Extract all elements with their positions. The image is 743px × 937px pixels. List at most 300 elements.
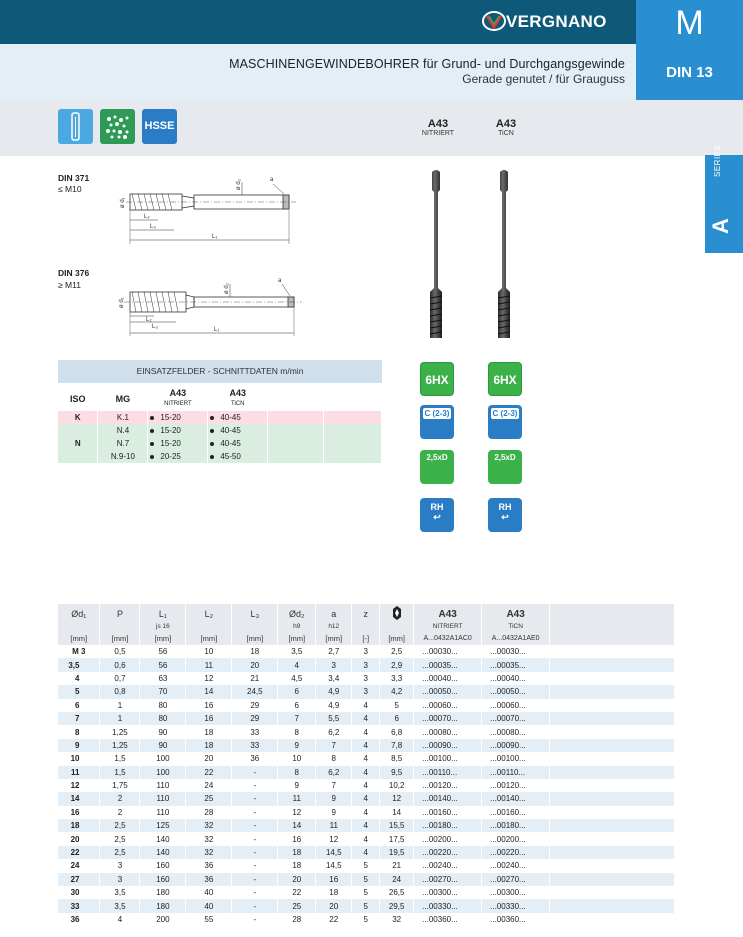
table-cell: 5	[352, 873, 380, 886]
column-coating: NITRIERT	[421, 130, 455, 137]
table-cell: ...00040...	[482, 672, 550, 685]
table-cell: 32	[186, 832, 232, 845]
table-cell: 55	[186, 913, 232, 926]
header-unit: A...0432A1AC0	[414, 631, 482, 645]
table-cell: 56	[140, 658, 186, 671]
col-l1-header: L₁	[140, 604, 186, 622]
table-cell: ...00200...	[414, 832, 482, 845]
din371-drawing	[118, 170, 308, 250]
header-unit: [mm]	[316, 631, 352, 645]
table-cell: ...00050...	[414, 685, 482, 698]
table-cell: 2	[100, 806, 140, 819]
table-cell: 1	[100, 699, 140, 712]
table-cell: 180	[140, 886, 186, 899]
table-cell: 110	[140, 792, 186, 805]
column-name: A43	[427, 118, 449, 130]
table-cell: ...00140...	[482, 792, 550, 805]
table-cell: 11	[278, 792, 316, 805]
table-cell: 22	[186, 766, 232, 779]
tap-nitriert-image	[424, 168, 448, 343]
header-sub	[58, 622, 100, 631]
table-cell: 4	[352, 779, 380, 792]
table-cell: 4	[352, 739, 380, 752]
table-cell: 3	[316, 658, 352, 671]
drawing-standard: DIN 371	[58, 173, 90, 183]
dot-icon	[210, 429, 214, 433]
table-cell: 9,5	[380, 766, 414, 779]
application-heading: EINSATZFELDER - SCHNITTDATEN m/min	[58, 360, 382, 383]
table-cell: 4	[352, 806, 380, 819]
table-cell: ...00035...	[482, 658, 550, 671]
table-cell: M 3	[58, 645, 100, 658]
table-cell: 16	[186, 699, 232, 712]
table-cell: 36	[232, 752, 278, 765]
table-row	[58, 672, 675, 685]
table-cell: 12	[186, 672, 232, 685]
chamfer-badge	[488, 405, 522, 439]
table-cell: ...00110...	[482, 766, 550, 779]
table-row	[58, 819, 675, 832]
table-cell: -	[232, 819, 278, 832]
table-cell: 4,2	[380, 685, 414, 698]
table-cell: 0,5	[100, 645, 140, 658]
tap-ticn-image	[492, 168, 516, 343]
table-cell: 4	[352, 819, 380, 832]
table-row	[58, 832, 675, 845]
speed-cell	[148, 437, 208, 450]
table-subheader-row	[58, 622, 675, 631]
table-cell: 140	[140, 832, 186, 845]
table-cell: 18	[186, 739, 232, 752]
table-cell: 125	[140, 819, 186, 832]
header-unit: [mm]	[278, 631, 316, 645]
speed-cell	[148, 424, 208, 437]
col-a-header: a	[316, 604, 352, 622]
category-letter: M	[675, 4, 704, 42]
table-cell: 140	[140, 846, 186, 859]
table-cell: 160	[140, 873, 186, 886]
table-cell: 4	[352, 766, 380, 779]
rotation-label: RH	[430, 502, 444, 512]
d2-label: ø d₂	[236, 179, 242, 190]
table-cell: ...00330...	[482, 899, 550, 912]
table-cell: 100	[140, 766, 186, 779]
a-label: a	[278, 278, 282, 284]
table-cell: 200	[140, 913, 186, 926]
table-cell: 4	[352, 699, 380, 712]
table-header-row	[58, 604, 675, 622]
table-cell: ...00060...	[414, 699, 482, 712]
chamfer-label: C (2-3)	[492, 409, 518, 418]
speed-cell	[208, 411, 268, 424]
table-cell: 3	[100, 859, 140, 872]
header-unit: [mm]	[232, 631, 278, 645]
header-sub: TiCN	[482, 622, 550, 631]
depth-label: 2,5xD	[426, 453, 448, 462]
table-cell: 30	[58, 886, 100, 899]
l2-label: L₂	[146, 317, 152, 323]
table-cell: 18	[186, 725, 232, 738]
table-cell: 3,5	[100, 899, 140, 912]
table-cell: 18	[278, 859, 316, 872]
table-cell: 18	[316, 886, 352, 899]
table-cell: -	[232, 792, 278, 805]
table-cell: 28	[186, 806, 232, 819]
header-sub: js 16	[140, 622, 186, 631]
table-cell: 10,2	[380, 779, 414, 792]
speed-value: 15-20	[160, 413, 181, 422]
series-letter: A	[707, 218, 733, 234]
table-cell: ...00100...	[414, 752, 482, 765]
table-cell: 10	[278, 752, 316, 765]
table-cell: 14	[380, 806, 414, 819]
table-cell: 4	[352, 792, 380, 805]
table-cell: ...00070...	[414, 712, 482, 725]
table-cell: -	[232, 886, 278, 899]
table-cell: 32	[380, 913, 414, 926]
table-cell: 36	[186, 859, 232, 872]
table-cell: 6,2	[316, 766, 352, 779]
table-cell: 5	[352, 886, 380, 899]
col-p-header: P	[100, 604, 140, 622]
table-cell: 16	[58, 806, 100, 819]
column-name: A43	[495, 118, 517, 130]
table-cell: 3	[352, 672, 380, 685]
header-sub: h9	[278, 622, 316, 631]
table-cell: ...00270...	[414, 873, 482, 886]
table-cell: 20	[186, 752, 232, 765]
drawing-standard: DIN 376	[58, 268, 90, 278]
depth-label: 2,5xD	[494, 453, 516, 462]
table-cell: 24,5	[232, 685, 278, 698]
header-unit: [mm]	[140, 631, 186, 645]
table-cell: 90	[140, 725, 186, 738]
table-cell: ...00160...	[414, 806, 482, 819]
table-cell: 6	[278, 699, 316, 712]
table-cell: 25	[186, 792, 232, 805]
column-header-nitriert	[408, 118, 468, 137]
table-cell: ...00300...	[482, 886, 550, 899]
header-sub: h12	[316, 622, 352, 631]
speed-cell	[208, 450, 268, 463]
table-cell: 9	[278, 739, 316, 752]
table-cell: 10	[58, 752, 100, 765]
table-unit-row	[58, 631, 675, 645]
page-subtitle: Gerade genutet / für Grauguss	[462, 72, 625, 86]
table-cell: 8	[278, 766, 316, 779]
table-row	[58, 645, 675, 658]
table-cell: 2,5	[380, 645, 414, 658]
header-unit: [mm]	[380, 631, 414, 645]
table-cell: ...00240...	[414, 859, 482, 872]
table-cell: 7	[316, 739, 352, 752]
iso-header: ISO	[58, 387, 98, 411]
table-row	[58, 712, 675, 725]
speed-value: 40-45	[220, 439, 241, 448]
table-cell: 4,5	[278, 672, 316, 685]
application-row	[58, 424, 382, 437]
series-tab	[705, 144, 743, 253]
l2-label: L₂	[144, 214, 150, 220]
table-cell: 80	[140, 712, 186, 725]
iso-cell	[58, 424, 98, 437]
header-unit: [mm]	[186, 631, 232, 645]
c1-header	[148, 387, 208, 411]
table-cell: 12	[380, 792, 414, 805]
table-row	[58, 752, 675, 765]
table-cell: 27	[58, 873, 100, 886]
table-cell: 6,2	[316, 725, 352, 738]
table-cell: 8	[58, 725, 100, 738]
table-cell: 19,5	[380, 846, 414, 859]
header-sub	[232, 622, 278, 631]
table-cell: 63	[140, 672, 186, 685]
table-row	[58, 699, 675, 712]
speed-cell	[208, 437, 268, 450]
table-row	[58, 886, 675, 899]
table-cell: ...00240...	[482, 859, 550, 872]
c2-name: A43	[229, 388, 247, 398]
table-cell: 8	[278, 725, 316, 738]
right-hand-arrow-icon: ↩	[501, 512, 509, 522]
table-cell: 17,5	[380, 832, 414, 845]
depth-badge	[420, 450, 454, 484]
table-cell: 5	[352, 913, 380, 926]
dot-icon	[150, 429, 154, 433]
logo-icon	[482, 10, 508, 32]
table-cell: ...00060...	[482, 699, 550, 712]
application-row	[58, 437, 382, 450]
table-cell: 14,5	[316, 846, 352, 859]
table-cell: 4	[352, 832, 380, 845]
table-cell: 0,6	[100, 658, 140, 671]
iso-cell	[58, 450, 98, 463]
table-cell: 12	[278, 806, 316, 819]
d1-label: ø d₁	[119, 297, 125, 308]
rotation-badge	[420, 498, 454, 532]
speed-value: 40-45	[220, 413, 241, 422]
table-cell: 14	[186, 685, 232, 698]
table-cell: ...00100...	[482, 752, 550, 765]
d2-label: ø d₂	[224, 283, 230, 294]
table-cell: 28	[278, 913, 316, 926]
brand-name: VERGNANO	[506, 12, 607, 31]
table-cell: 22	[316, 913, 352, 926]
mg-cell: N.7	[98, 437, 148, 450]
table-cell: 7	[58, 712, 100, 725]
table-cell: 7	[316, 779, 352, 792]
c2-sub: TiCN	[231, 401, 245, 407]
table-cell: 6,8	[380, 725, 414, 738]
series-label: SERIES	[713, 144, 722, 177]
table-cell: -	[232, 779, 278, 792]
d1-label: ø d₁	[120, 197, 126, 208]
speed-value: 20-25	[160, 452, 181, 461]
table-cell: 80	[140, 699, 186, 712]
table-cell: 15,5	[380, 819, 414, 832]
table-cell: -	[232, 846, 278, 859]
table-cell: ...00090...	[482, 739, 550, 752]
table-cell: 22	[278, 886, 316, 899]
header-sub	[352, 622, 380, 631]
table-row	[58, 806, 675, 819]
table-cell: -	[232, 806, 278, 819]
header-sub: NITRIERT	[414, 622, 482, 631]
tolerance-badge: 6HX	[488, 362, 522, 396]
table-cell: 1,5	[100, 752, 140, 765]
table-cell: 5	[352, 899, 380, 912]
table-cell: 7	[278, 712, 316, 725]
straight-flute-icon	[58, 109, 93, 144]
iso-cell: K	[58, 411, 98, 424]
table-cell: 29	[232, 699, 278, 712]
table-cell: 2,9	[380, 658, 414, 671]
table-cell: ...00120...	[414, 779, 482, 792]
chamfer-label: C (2-3)	[424, 409, 450, 418]
header-unit: [mm]	[100, 631, 140, 645]
table-cell: -	[232, 899, 278, 912]
table-cell: 4	[58, 672, 100, 685]
c1-name: A43	[169, 388, 187, 398]
table-cell: 4	[352, 752, 380, 765]
dot-icon	[150, 455, 154, 459]
table-cell: 5,5	[316, 712, 352, 725]
rotation-label: RH	[498, 502, 512, 512]
table-cell: 110	[140, 779, 186, 792]
speed-value: 15-20	[160, 439, 181, 448]
category-box	[636, 0, 743, 100]
table-cell: 3,3	[380, 672, 414, 685]
table-cell: -	[232, 832, 278, 845]
table-row	[58, 685, 675, 698]
table-cell: 26,5	[380, 886, 414, 899]
table-cell: 10	[186, 645, 232, 658]
table-cell: 3	[100, 873, 140, 886]
table-cell: 1	[100, 712, 140, 725]
table-cell: 14,5	[316, 859, 352, 872]
table-cell: 3,4	[316, 672, 352, 685]
table-cell: ...00160...	[482, 806, 550, 819]
table-row	[58, 846, 675, 859]
l3-label: L₃	[152, 324, 158, 330]
table-cell: -	[232, 913, 278, 926]
cast-iron-chips-icon	[100, 109, 135, 144]
table-cell: 18	[278, 846, 316, 859]
table-cell: ...00070...	[482, 712, 550, 725]
depth-badge	[488, 450, 522, 484]
table-cell: 100	[140, 752, 186, 765]
table-row	[58, 873, 675, 886]
drawing-range: ≤ M10	[58, 184, 82, 194]
speed-value: 15-20	[160, 426, 181, 435]
table-cell: ...00030...	[482, 645, 550, 658]
table-cell: 40	[186, 899, 232, 912]
table-cell: 33	[232, 725, 278, 738]
table-cell: 1,25	[100, 725, 140, 738]
table-cell: 36	[186, 873, 232, 886]
table-cell: 3,5	[278, 645, 316, 658]
table-cell: 160	[140, 859, 186, 872]
table-cell: 5	[58, 685, 100, 698]
table-cell: 6	[58, 699, 100, 712]
table-cell: ...00300...	[414, 886, 482, 899]
col-d2-header: Ød₂	[278, 604, 316, 622]
table-cell: ...00180...	[482, 819, 550, 832]
table-cell: 20	[278, 873, 316, 886]
col-ticn-header: A43	[482, 604, 550, 622]
table-cell: 2,5	[100, 819, 140, 832]
rotation-badge	[488, 498, 522, 532]
table-cell: 9	[58, 739, 100, 752]
table-cell: ...00270...	[482, 873, 550, 886]
mg-cell: N.9-10	[98, 450, 148, 463]
table-row	[58, 739, 675, 752]
table-cell: 14	[278, 819, 316, 832]
table-cell: 33	[58, 899, 100, 912]
table-cell: 4	[352, 712, 380, 725]
table-cell: 4	[278, 658, 316, 671]
table-cell: ...00030...	[414, 645, 482, 658]
table-cell: 32	[186, 846, 232, 859]
table-cell: 16	[316, 873, 352, 886]
speed-value: 45-50	[220, 452, 241, 461]
table-cell: 40	[186, 886, 232, 899]
table-cell: 70	[140, 685, 186, 698]
din376-drawing	[110, 270, 315, 340]
col-l2-header: L₂	[186, 604, 232, 622]
table-cell: 2,5	[100, 846, 140, 859]
col-z-header: z	[352, 604, 380, 622]
table-cell: 5	[380, 699, 414, 712]
application-header-row	[58, 387, 382, 411]
table-cell: ...00035...	[414, 658, 482, 671]
header-sub	[380, 622, 414, 631]
application-row	[58, 411, 382, 424]
table-cell: 18	[58, 819, 100, 832]
table-cell: ...00360...	[482, 913, 550, 926]
table-cell: 3	[352, 645, 380, 658]
table-cell: 18	[232, 645, 278, 658]
speed-cell	[208, 424, 268, 437]
material-badge: HSSE	[142, 109, 177, 144]
table-row	[58, 913, 675, 926]
table-row	[58, 899, 675, 912]
table-cell: 90	[140, 739, 186, 752]
col-l3-header: L₃	[232, 604, 278, 622]
table-cell: -	[232, 766, 278, 779]
application-table	[58, 387, 382, 463]
table-cell: 1,75	[100, 779, 140, 792]
table-cell: 9	[278, 779, 316, 792]
table-cell: 12	[316, 832, 352, 845]
table-cell: 24	[380, 873, 414, 886]
header-sub	[186, 622, 232, 631]
table-cell: -	[232, 859, 278, 872]
table-cell: 4,9	[316, 699, 352, 712]
table-cell: 14	[58, 792, 100, 805]
table-cell: 11	[186, 658, 232, 671]
dot-icon	[210, 442, 214, 446]
table-cell: 25	[278, 899, 316, 912]
table-cell: ...00080...	[482, 725, 550, 738]
table-cell: 1,5	[100, 766, 140, 779]
standard-label: DIN 13	[666, 64, 713, 81]
iso-cell: N	[58, 437, 98, 450]
table-cell: 3	[352, 685, 380, 698]
table-cell: ...00050...	[482, 685, 550, 698]
table-row	[58, 859, 675, 872]
table-cell: 16	[278, 832, 316, 845]
